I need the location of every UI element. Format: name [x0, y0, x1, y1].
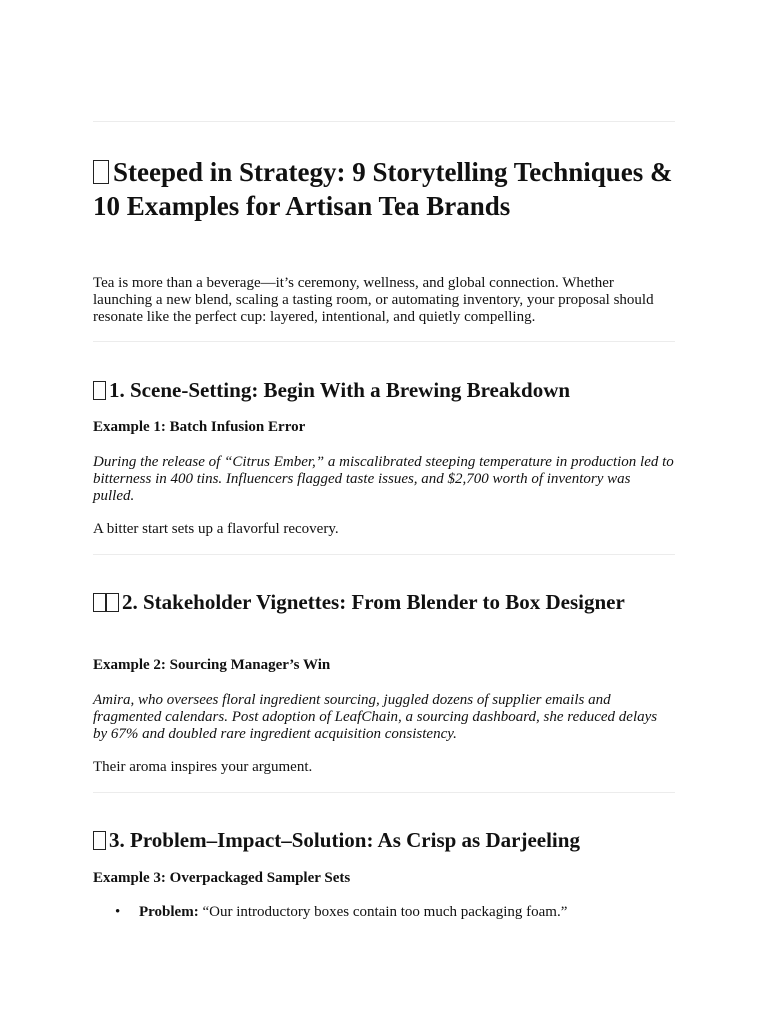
section-3-bullet-list — [93, 904, 675, 921]
section-3-heading — [93, 827, 675, 853]
section-1-heading — [93, 377, 675, 403]
section-3-emoji-icon — [93, 831, 106, 850]
section-2-closing: Their aroma inspires your argument. — [93, 759, 313, 775]
bullet-label: Problem: — [139, 904, 199, 920]
bullet-text: “Our introductory boxes contain too much packaging foam.” — [202, 904, 568, 920]
divider — [93, 792, 675, 793]
tea-emoji-icon — [93, 160, 109, 184]
section-2-example-title: Example 2: Sourcing Manager’s Win — [93, 657, 331, 673]
section-1-emoji-icon — [93, 381, 106, 400]
article-title-text: Steeped in Strategy: 9 Storytelling Techniques & 10 Examples for Artisan Tea Brands — [93, 157, 673, 221]
section-1-heading-text: 1. Scene-Setting: Begin With a Brewing Breakdown — [109, 378, 571, 402]
section-3-heading-text: 3. Problem–Impact–Solution: As Crisp as Darjeeling — [109, 828, 580, 852]
section-2-example-text: Amira, who oversees floral ingredient sourcing, juggled dozens of supplier emails and fragmented calendars. Post adoption of LeafChain, a sourcing dashboard, she reduced delays by 67% and doubled rare ingredient acquisition consistency. — [93, 692, 658, 742]
section-1-example-title: Example 1: Batch Infusion Error — [93, 419, 306, 435]
divider — [93, 121, 675, 122]
section-3-example-title: Example 3: Overpackaged Sampler Sets — [93, 870, 351, 886]
section-2-emoji-icon-a — [93, 593, 106, 612]
divider — [93, 341, 675, 342]
section-1-closing: A bitter start sets up a flavorful recovery. — [93, 521, 339, 537]
divider — [93, 554, 675, 555]
article-intro: Tea is more than a beverage—it’s ceremony, wellness, and global connection. Whether launching a new blend, scaling a tasting room, or automating inventory, your proposal should resonate like the perfect cup: layered, intentional, and quietly compelling. — [93, 275, 654, 325]
article-title — [93, 155, 675, 223]
section-2-heading-text: 2. Stakeholder Vignettes: From Blender to Box Designer — [122, 590, 625, 614]
section-1-example-text: During the release of “Citrus Ember,” a miscalibrated steeping temperature in production led to bitterness in 400 tins. Influencers flagged taste issues, and $2,700 worth of inventory was pulled. — [93, 454, 674, 504]
list-item — [93, 904, 675, 921]
section-2-heading — [93, 589, 675, 615]
section-2-emoji-icon-b — [106, 593, 119, 612]
